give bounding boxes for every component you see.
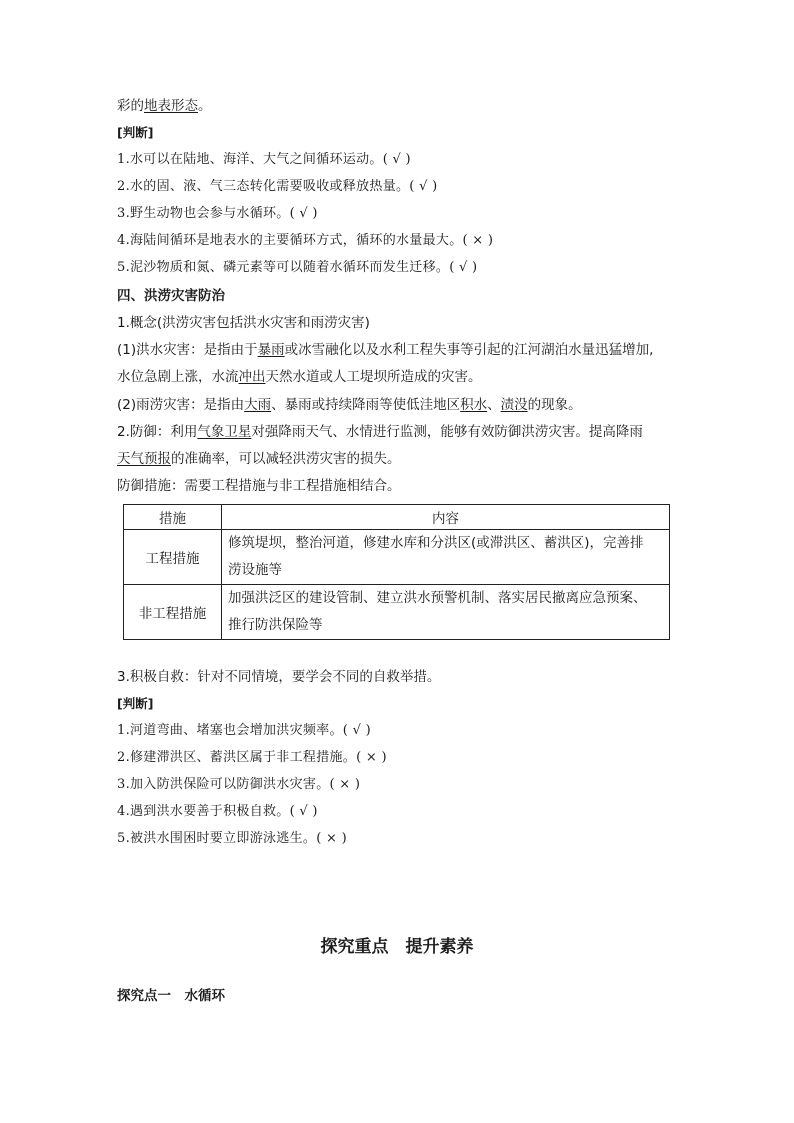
judge-item: 2.水的固、液、气三态转化需要吸收或释放热量。( √ ): [117, 179, 438, 194]
underlined-term: 天气预报: [117, 451, 171, 467]
table-row: [124, 530, 670, 585]
underlined-term: 渍没: [500, 397, 528, 413]
table-header-cell: 内容: [222, 505, 670, 530]
judge-item: 4.海陆间循环是地表水的主要循环方式，循环的水量最大。( × ): [117, 233, 494, 248]
judge-item: 1.水可以在陆地、海洋、大气之间循环运动。( √ ): [117, 152, 411, 167]
table-category-cell: 非工程措施: [124, 585, 222, 640]
text: 水位急剧上涨，水流: [117, 369, 239, 385]
judge-label: [判断]: [117, 125, 154, 140]
section-title: 探究重点 提升素养: [320, 937, 474, 957]
underlined-term: 积水: [460, 397, 488, 413]
text: 的准确率，可以减轻洪涝灾害的损失。: [171, 451, 401, 467]
judge-item: 3.野生动物也会参与水循环。( √ ): [117, 206, 318, 221]
underlined-term: 冲出: [238, 369, 266, 385]
cell-line: 推行防洪保险等: [228, 617, 323, 633]
text: 2.防御：利用: [117, 424, 198, 440]
judge-item: 2.修建滞洪区、蓄洪区属于非工程措施。( × ): [117, 750, 387, 765]
cell-line: 修筑堤坝，整治河道，修建水库和分洪区(或滞洪区、蓄洪区)，完善排: [228, 535, 644, 551]
text: 彩的: [117, 98, 144, 114]
defense-line: [117, 423, 643, 441]
underlined-term: 大雨: [244, 397, 272, 413]
underlined-term: 暴雨: [257, 342, 285, 358]
subpoint-heading: 探究点一 水循环: [117, 988, 225, 1004]
text: 的现象。: [527, 397, 582, 413]
underlined-term: 地表形态: [144, 98, 198, 114]
measures-intro: 防御措施：需要工程措施与非工程措施相结合。: [117, 478, 401, 494]
judge-item: 1.河道弯曲、堵塞也会增加洪灾频率。( √ ): [117, 723, 371, 738]
judge-item: 5.被洪水围困时要立即游泳逃生。( × ): [117, 831, 348, 846]
table-header-cell: 措施: [124, 505, 222, 530]
table-category-cell: 工程措施: [124, 530, 222, 585]
text: 或冰雪融化以及水利工程失事等引起的江河湖泊水量迅猛增加,: [284, 342, 654, 358]
text: 。: [198, 98, 212, 114]
intro-tail: [117, 97, 212, 115]
waterlog-definition: [117, 396, 582, 414]
table-row: [124, 585, 670, 640]
table-header-row: [124, 505, 670, 530]
section-heading: 四、洪涝灾害防治: [117, 288, 225, 304]
flood-definition: [117, 341, 653, 359]
self-rescue-line: 3.积极自救：针对不同情境，要学会不同的自救举措。: [117, 669, 441, 685]
text: 天然水道或人工堤坝所造成的灾害。: [265, 369, 482, 385]
judge-item: 3.加入防洪保险可以防御洪水灾害。( × ): [117, 777, 361, 792]
text: (1)洪水灾害：是指由于: [117, 342, 258, 358]
judge-label: [判断]: [117, 696, 154, 711]
underlined-term: 气象卫星: [197, 424, 252, 440]
flood-definition-cont: [117, 368, 482, 386]
text: 对强降雨天气、水情进行监测，能够有效防御洪涝灾害。提高降雨: [251, 424, 643, 440]
text: 、: [487, 397, 501, 413]
judge-item: 4.遇到洪水要善于积极自救。( √ ): [117, 804, 318, 819]
text: 、暴雨或持续降雨等使低洼地区: [271, 397, 461, 413]
cell-line: 加强洪泛区的建设管制、建立洪水预警机制、落实居民撤离应急预案、: [228, 590, 647, 606]
measures-table: [123, 504, 670, 640]
cell-line: 涝设施等: [228, 562, 282, 578]
text: (2)雨涝灾害：是指由: [117, 397, 245, 413]
concept-line: 1.概念(洪涝灾害包括洪水灾害和雨涝灾害): [117, 315, 370, 331]
defense-line-cont: [117, 450, 401, 468]
table-content-cell: [222, 585, 670, 640]
judge-item: 5.泥沙物质和氮、磷元素等可以随着水循环而发生迁移。( √ ): [117, 260, 478, 275]
table-content-cell: [222, 530, 670, 585]
